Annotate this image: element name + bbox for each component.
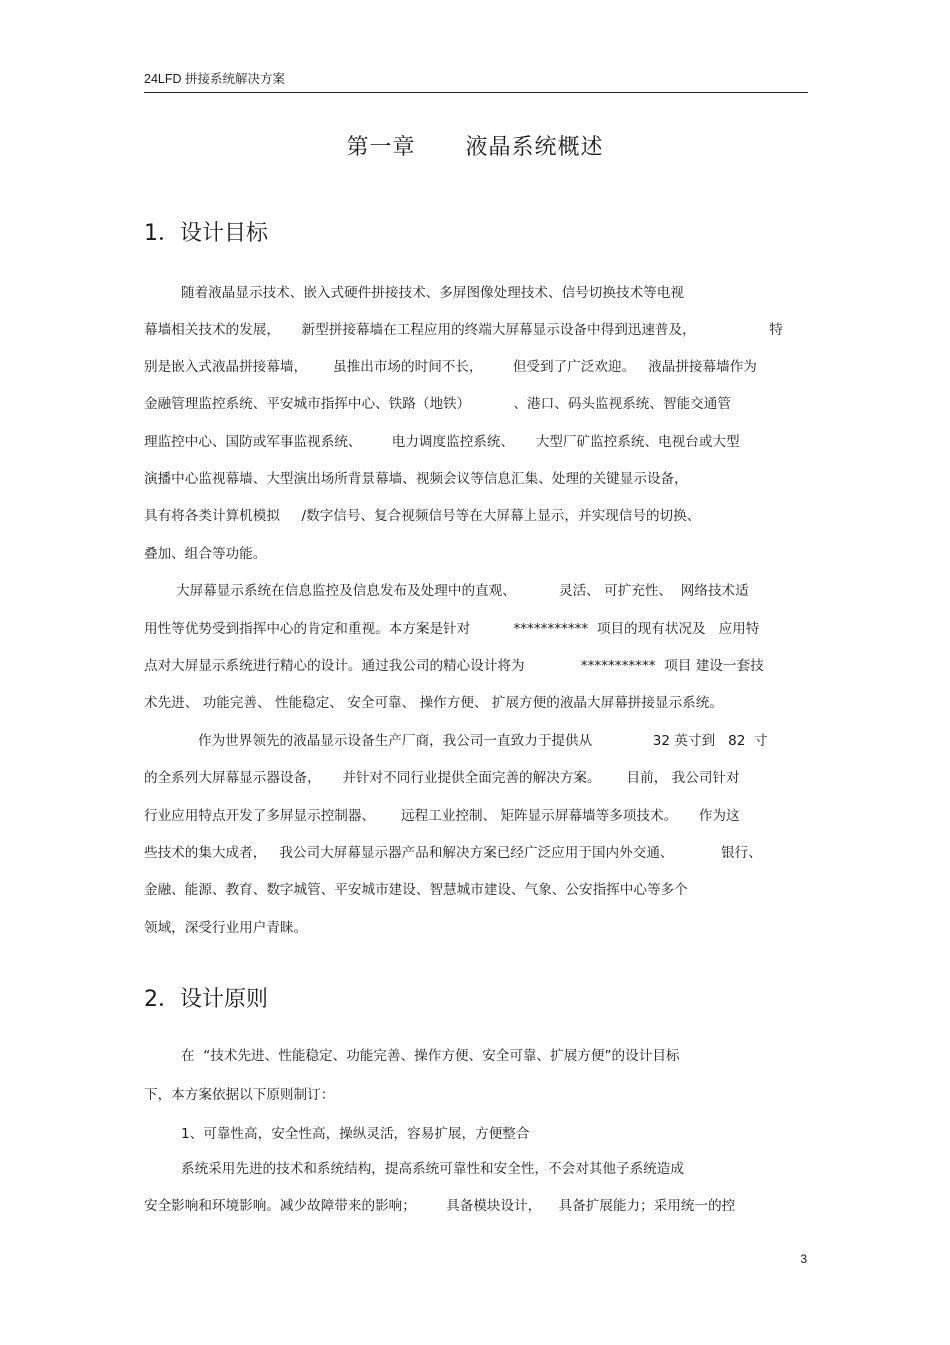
paragraph-line: 随着液晶显示技术、嵌入式硬件拼接技术、多屏图像处理技术、信号切换技术等电视	[181, 285, 684, 301]
paragraph-line: 具有将各类计算机模拟 /数字信号、复合视频信号等在大屏幕上显示，并实现信号的切换、	[144, 508, 701, 524]
paragraph-line: 在 “技术先进、性能稳定、功能完善、操作方便、安全可靠、扩展方便”的设计目标	[181, 1048, 680, 1064]
paragraph-line: 大屏幕显示系统在信息监控及信息发布及处理中的直观、 灵活、 可扩充性、 网络技术适	[176, 583, 749, 599]
chapter-name: 液晶系统概述	[465, 135, 604, 160]
paragraph-line: 用性等优势受到指挥中心的肯定和重视。本方案是针对 *********** 项目的现有状况及 应用特	[144, 621, 760, 637]
principle-heading: 1、可靠性高，安全性高，操纵灵活，容易扩展，方便整合	[181, 1126, 530, 1142]
chapter-title	[0, 130, 950, 161]
paragraph-line: 叠加、组合等功能。	[144, 546, 267, 562]
paragraph-line: 领域，深受行业用户青睐。	[144, 920, 308, 936]
paragraph-line: 金融管理监控系统、平安城市指挥中心、铁路（地铁） 、港口、码头监视系统、智能交通管	[144, 396, 731, 412]
paragraph-line: 下，本方案依据以下原则制订：	[144, 1087, 335, 1103]
page-header	[144, 70, 808, 93]
chapter-number: 第一章	[346, 135, 416, 160]
section-heading-2: 2．设计原则	[144, 987, 268, 1012]
header-title: 24LFD 拼接系统解决方案	[144, 72, 285, 86]
paragraph-line: 点对大屏显示系统进行精心的设计。通过我公司的精心设计将为 *********** 项目 建设一套技	[144, 658, 764, 674]
paragraph-line: 理监控中心、国防或军事监视系统、 电力调度监控系统、 大型厂矿监控系统、电视台或大型	[144, 434, 740, 450]
paragraph-line: 些技术的集大成者， 我公司大屏幕显示器产品和解决方案已经广泛应用于国内外交通、 银行、	[144, 845, 762, 861]
paragraph-line: 术先进、 功能完善、 性能稳定、 安全可靠、 操作方便、 扩展方便的液晶大屏幕拼接显示系统。	[144, 695, 723, 711]
paragraph-line: 幕墙相关技术的发展， 新型拼接幕墙在工程应用的终端大屏幕显示设备中得到迅速普及， 特	[144, 322, 783, 338]
paragraph-line: 的全系列大屏幕显示器设备， 并针对不同行业提供全面完善的解决方案。 目前， 我公司针对	[144, 770, 740, 786]
paragraph-line: 作为世界领先的液晶显示设备生产厂商，我公司一直致力于提供从 32 英寸到 82 寸	[198, 733, 768, 749]
paragraph-line: 行业应用特点开发了多屏显示控制器、 远程工业控制、 矩阵显示屏幕墙等多项技术。 作为这	[144, 808, 740, 824]
page-number: 3	[800, 1252, 807, 1266]
paragraph-line: 别是嵌入式液晶拼接幕墙， 虽推出市场的时间不长， 但受到了广泛欢迎。 液晶拼接幕墙作为	[144, 359, 757, 375]
paragraph-line: 演播中心监视幕墙、大型演出场所背景幕墙、视频会议等信息汇集、处理的关键显示设备，	[144, 471, 688, 487]
paragraph-line: 安全影响和环境影响。减少故障带来的影响； 具备模块设计， 具备扩展能力；采用统一的控	[144, 1198, 736, 1214]
paragraph-line: 系统采用先进的技术和系统结构，提高系统可靠性和安全性，不会对其他子系统造成	[181, 1161, 684, 1177]
section-heading-1: 1．设计目标	[144, 221, 268, 246]
paragraph-line: 金融、能源、教育、数字城管、平安城市建设、智慧城市建设、气象、公安指挥中心等多个	[144, 882, 688, 898]
